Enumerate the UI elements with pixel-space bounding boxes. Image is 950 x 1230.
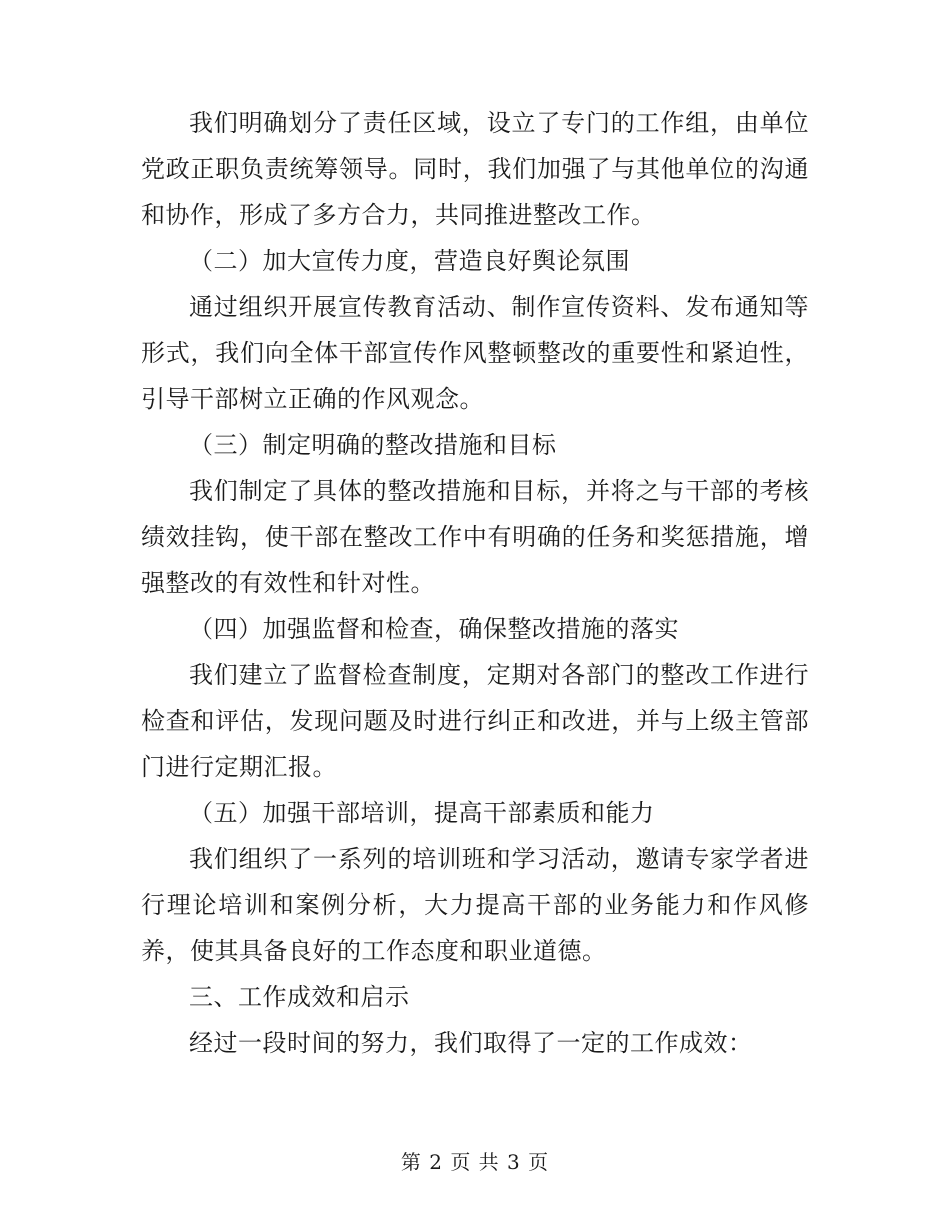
subheading-training: （五）加强干部培训，提高干部素质和能力 (189, 799, 655, 827)
subheading-supervision: （四）加强监督和检查，确保整改措施的落实 (189, 615, 679, 643)
subheading-measures: （三）制定明确的整改措施和目标 (189, 431, 557, 459)
paragraph-publicity: 通过组织开展宣传教育活动、制作宣传资料、发布通知等形式，我们向全体干部宣传作风整顿整改的重要性和紧迫性，引导干部树立正确的作风观念。 (141, 293, 809, 413)
section-heading-results: 三、工作成效和启示 (189, 983, 410, 1011)
subheading-publicity: （二）加大宣传力度，营造良好舆论氛围 (189, 247, 630, 275)
paragraph-responsibility: 我们明确划分了责任区域，设立了专门的工作组，由单位党政正职负责统筹领导。同时，我们加强了与其他单位的沟通和协作，形成了多方合力，共同推进整改工作。 (141, 109, 809, 229)
page-number-footer: 第 2 页 共 3 页 (400, 1150, 550, 1174)
paragraph-supervision: 我们建立了监督检查制度，定期对各部门的整改工作进行检查和评估，发现问题及时进行纠正和改进，并与上级主管部门进行定期汇报。 (141, 661, 809, 781)
paragraph-measures: 我们制定了具体的整改措施和目标，并将之与干部的考核绩效挂钩，使干部在整改工作中有明确的任务和奖惩措施，增强整改的有效性和针对性。 (141, 477, 809, 597)
document-body (141, 100, 809, 1066)
paragraph-training: 我们组织了一系列的培训班和学习活动，邀请专家学者进行理论培训和案例分析，大力提高干部的业务能力和作风修养，使其具备良好的工作态度和职业道德。 (141, 845, 809, 965)
paragraph-results: 经过一段时间的努力，我们取得了一定的工作成效： (189, 1029, 753, 1057)
